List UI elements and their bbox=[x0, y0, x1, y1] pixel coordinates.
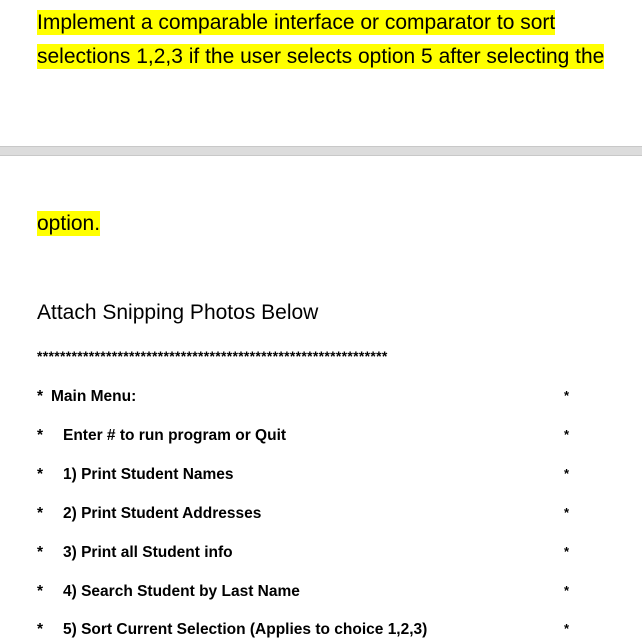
menu-item: 4) Search Student by Last Name bbox=[63, 583, 300, 600]
menu-title: Main Menu: bbox=[51, 388, 137, 405]
star-border: ************************************************************* bbox=[37, 348, 388, 364]
left-star: * bbox=[37, 621, 44, 638]
highlighted-line-3: option. bbox=[37, 212, 101, 235]
left-star: * bbox=[37, 427, 44, 444]
right-star: * bbox=[564, 505, 570, 520]
left-star: * bbox=[37, 544, 44, 561]
right-star: * bbox=[564, 466, 570, 481]
page-break bbox=[0, 146, 642, 156]
right-star: * bbox=[564, 388, 570, 403]
menu-item: 1) Print Student Names bbox=[63, 466, 234, 483]
menu-item: 2) Print Student Addresses bbox=[63, 505, 262, 522]
menu-row-2 bbox=[37, 505, 577, 525]
menu-item: 3) Print all Student info bbox=[63, 544, 233, 561]
right-star: * bbox=[564, 583, 570, 598]
highlighted-line-1: Implement a comparable interface or comparator to sort bbox=[37, 11, 556, 34]
left-star: * bbox=[37, 505, 44, 522]
menu-row-4 bbox=[37, 583, 577, 603]
menu-row-3 bbox=[37, 544, 577, 564]
instruction-paragraph-continued bbox=[37, 207, 100, 241]
menu-row-main bbox=[37, 388, 577, 408]
instruction-paragraph bbox=[37, 6, 604, 74]
left-star: * bbox=[37, 466, 44, 483]
menu-row-1 bbox=[37, 466, 577, 486]
menu-row-5 bbox=[37, 621, 577, 641]
section-heading: Attach Snipping Photos Below bbox=[37, 301, 319, 324]
right-star: * bbox=[564, 427, 570, 442]
menu-item: 5) Sort Current Selection (Applies to choice 1,2,3) bbox=[63, 621, 428, 638]
highlighted-line-2: selections 1,2,3 if the user selects option 5 after selecting the bbox=[37, 45, 605, 68]
menu-row-instructions bbox=[37, 427, 577, 447]
left-star: * bbox=[37, 388, 44, 405]
right-star: * bbox=[564, 621, 570, 636]
left-star: * bbox=[37, 583, 44, 600]
menu-item: Enter # to run program or Quit bbox=[63, 427, 287, 444]
right-star: * bbox=[564, 544, 570, 559]
